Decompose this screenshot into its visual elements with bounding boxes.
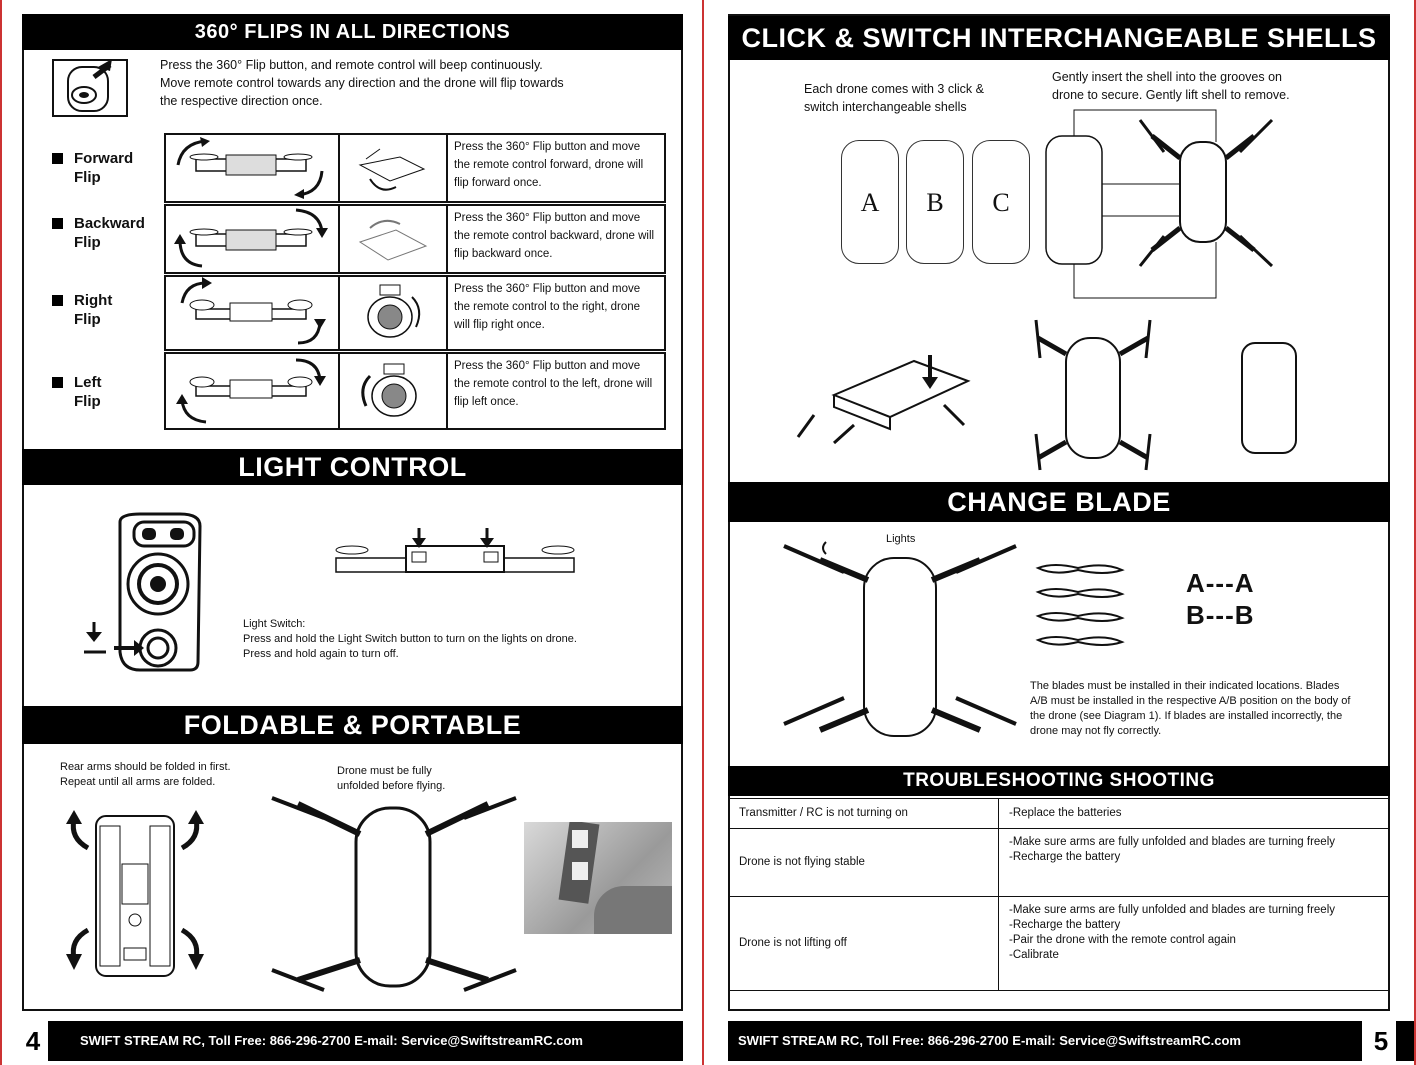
right-footer-contact: SWIFT STREAM RC, Toll Free: 866-296-2700 E-mail: Service@SwiftstreamRC.com	[738, 1033, 1241, 1048]
flip-row-left	[164, 352, 666, 430]
shells-insert-note: Gently insert the shell into the grooves on drone to secure. Gently lift shell to remove.	[1052, 70, 1290, 102]
blade-install-note: The blades must be installed in their indicated locations. Blades A/B must be installed in the respective A/B position on the body of the drone (see Diagram 1). If blades are installed incorrectly, the drone may not fly correctly.	[1030, 680, 1351, 737]
light-switch-caption: Light Switch: Press and hold the Light Switch button to turn on the lights on drone. Press and hold again to turn off.	[243, 618, 577, 660]
flip-forward-text: Press the 360° Flip button and move the remote control forward, drone will flip forward once.	[454, 141, 644, 189]
unfolded-drone-illustration	[268, 794, 520, 990]
remote-flip-button-icon	[52, 59, 128, 117]
right-footer-bar	[728, 1021, 1362, 1061]
flip-label-right: Right Flip	[52, 291, 112, 329]
right-footer-edge	[1396, 1021, 1414, 1061]
left-page-number: 4	[18, 1021, 48, 1061]
flips-title: 360° FLIPS IN ALL DIRECTIONS	[194, 21, 511, 43]
blade-drone-top-illustration	[780, 540, 1020, 740]
blade-pair-a: A---A	[1186, 568, 1255, 598]
remote-control-illustration	[80, 512, 220, 674]
left-footer-bar	[22, 1021, 683, 1061]
solution-cell: -Make sure arms are fully unfolded and blades are turning freely -Recharge the battery	[999, 829, 1390, 897]
flip-row-backward	[164, 204, 666, 274]
flip-row-forward	[164, 133, 666, 203]
problem-cell: Drone is not flying stable	[729, 829, 999, 897]
blade-title: CHANGE BLADE	[947, 487, 1171, 517]
right-page-number: 5	[1366, 1021, 1396, 1061]
drone-shell-angled-illustration	[794, 345, 980, 445]
flip-right-text: Press the 360° Flip button and move the remote control to the right, drone will flip right once.	[454, 283, 641, 331]
shell-b: B	[906, 140, 964, 264]
table-row	[729, 799, 1390, 829]
blade-pair-b: B---B	[1186, 600, 1255, 630]
lights-label: Lights	[886, 533, 916, 545]
flip-label-forward: Forward Flip	[52, 149, 133, 187]
shell-only-outline	[1241, 342, 1297, 454]
problem-cell: Transmitter / RC is not turning on	[729, 799, 999, 829]
light-section-header	[22, 449, 683, 485]
solution-cell: -Replace the batteries	[999, 799, 1390, 829]
flip-label-left: Left Flip	[52, 373, 102, 411]
drone-front-flip-left-image	[166, 354, 340, 428]
problem-cell: Drone is not lifting off	[729, 897, 999, 991]
fold-rear-arms-note: Rear arms should be folded in first. Repeat until all arms are folded.	[60, 761, 231, 788]
drone-flip-right-sketch	[340, 277, 448, 349]
drone-lights-illustration	[330, 528, 580, 588]
drone-flip-backward-sketch	[340, 206, 448, 272]
solution-cell: -Make sure arms are fully unfolded and blades are turning freely -Recharge the battery -Pair the drone with the remote control again -Calibrate	[999, 897, 1390, 991]
flip-label-backward: Backward Flip	[52, 214, 145, 252]
foldable-title: FOLDABLE & PORTABLE	[183, 710, 522, 740]
table-row	[729, 897, 1390, 991]
shell-insertion-diagram	[1040, 106, 1290, 302]
troubleshooting-table	[728, 798, 1390, 991]
drone-front-flip-right-image	[166, 277, 340, 349]
shells-title: CLICK & SWITCH INTERCHANGEABLE SHELLS	[741, 23, 1377, 53]
flips-section-header	[22, 14, 683, 50]
foldable-section-header	[22, 706, 683, 744]
flip-row-right	[164, 275, 666, 351]
shells-section-header	[728, 16, 1390, 60]
blade-section-header	[728, 482, 1390, 522]
troubleshooting-section-header	[728, 766, 1390, 796]
drone-in-pocket-photo	[524, 822, 672, 934]
drone-side-flip-backward-image	[166, 206, 340, 272]
flip-backward-text: Press the 360° Flip button and move the remote control backward, drone will flip backward once.	[454, 212, 655, 260]
blade-set-illustration	[1034, 560, 1126, 654]
light-title: LIGHT CONTROL	[238, 452, 467, 482]
drone-flip-left-sketch	[340, 354, 448, 428]
table-row	[729, 829, 1390, 897]
left-footer-contact: SWIFT STREAM RC, Toll Free: 866-296-2700 E-mail: Service@SwiftstreamRC.com	[80, 1033, 583, 1048]
flip-left-text: Press the 360° Flip button and move the remote control to the left, drone will flip left once.	[454, 360, 653, 408]
folded-drone-illustration	[60, 808, 210, 978]
shell-a: A	[841, 140, 899, 264]
unfold-before-flying-note: Drone must be fully unfolded before flying.	[337, 765, 446, 792]
shells-count-note: Each drone comes with 3 click & switch interchangeable shells	[804, 82, 984, 114]
troubleshooting-title: TROUBLESHOOTING SHOOTING	[903, 770, 1215, 791]
drone-side-flip-forward-image	[166, 135, 340, 201]
drone-flip-forward-sketch	[340, 135, 448, 201]
drone-top-view-with-shell	[1022, 318, 1164, 472]
flips-intro: Press the 360° Flip button, and remote control will beep continuously. Move remote control towards any direction and the drone will flip towards the respective direction once.	[160, 58, 564, 108]
shell-c: C	[972, 140, 1030, 264]
